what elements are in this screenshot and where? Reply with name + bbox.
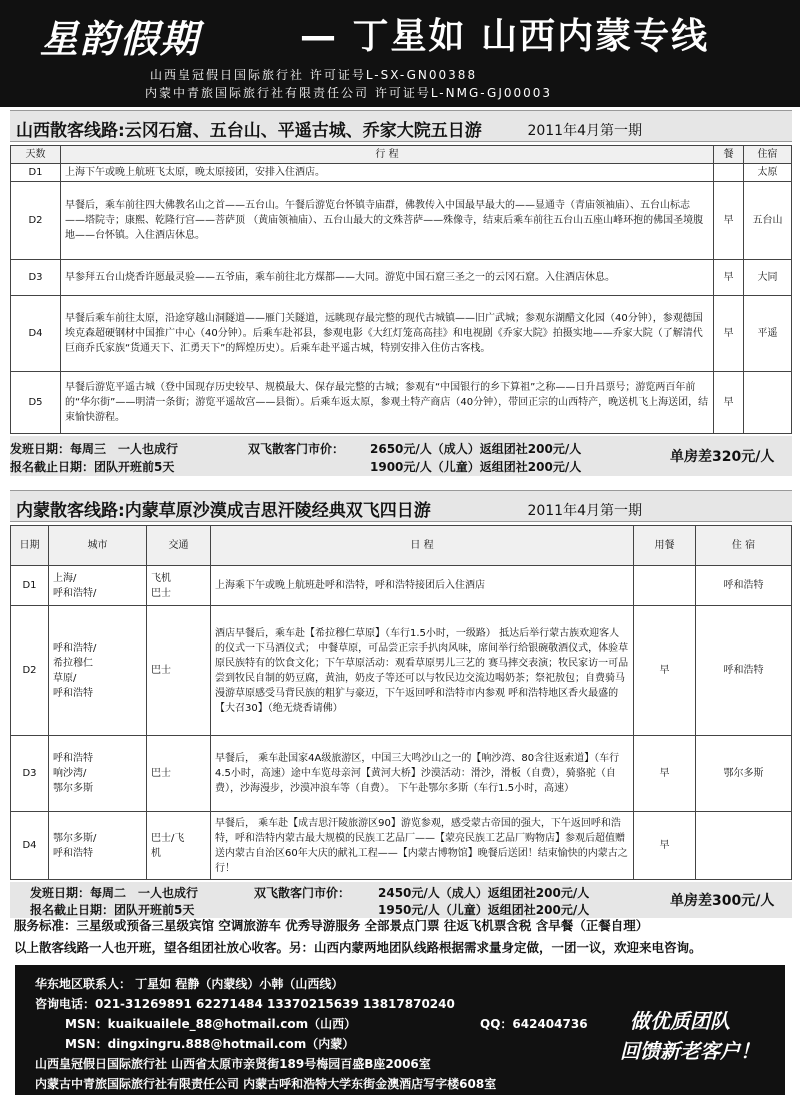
price-label: 双飞散客门市价： <box>254 886 351 900</box>
transport-cell: 巴士 <box>147 606 211 736</box>
route-name: 内蒙散客线路:内蒙草原沙漠成吉思汗陵经典双飞四日游 <box>16 501 431 521</box>
city-cell: 呼和浩特/ 希拉穆仁 草原/ 呼和浩特 <box>49 606 147 736</box>
itinerary-cell: 早参拜五台山烧香许愿最灵验——五爷庙，乘车前往北方煤都——大同。游览中国石窟三圣之一的云冈石窟。入住酒店休息。 <box>61 260 714 296</box>
price-bar <box>10 882 792 918</box>
route-name: 山西散客线路:云冈石窟、五台山、平遥古城、乔家大院五日游 <box>16 121 482 141</box>
contact-box <box>15 965 785 1095</box>
itinerary-cell: 早餐后乘车前往太原，沿途穿越山洞隧道——雁门关隧道，远眺现存最完整的现代古城镇——旧广武城；参观东湖醋文化园（40分钟），参观德国埃克森超硬钢材中国推广中心（40分钟）。后乘车赴祁县，参观电影《大红灯笼高高挂》和电视剧《乔家大院》拍摄实地——乔家大院（了解清代巨商乔氏家族“货通天下、汇勇天下”的辉煌历史）。后乘车赴平遥古城，特别安排入住仿古客栈。 <box>61 296 714 372</box>
table-row <box>11 164 792 182</box>
hotel-cell: 鄂尔多斯 <box>696 736 792 812</box>
meal-cell: 早 <box>634 812 696 880</box>
departure-info: 发班日期：每周二 一人也成行 <box>30 886 199 900</box>
header-banner <box>0 0 800 107</box>
itinerary-cell: 早餐后，乘车前往四大佛教名山之首——五台山。午餐后游览台怀镇寺庙群，佛教传入中国最早最大的——显通寺（青庙领袖庙）、五台山标志——塔院寺；康熙、乾隆行宫——菩萨顶 （黄庙领袖庙）、五台山最大的文殊菩萨——殊像寺，结束后乘车前往五台山五座山峰环抱的佛国圣境腹地——台怀镇。入住酒店休息。 <box>61 182 714 260</box>
itinerary-cell: 早餐后游览平遥古城（登中国现存历史较早、规模最大、保存最完整的古城；参观有“中国银行的乡下算祖”之称——日升昌票号；游览两百年前的“华尔街”——明清一条街；游览平遥故宫——县衙）。后乘车返太原，参观土特产商店（40分钟），带回正宗的山西特产，晚送机飞上海送团，结束愉快游程。 <box>61 372 714 434</box>
hotel-cell <box>696 812 792 880</box>
city-cell: 鄂尔多斯/ 呼和浩特 <box>49 812 147 880</box>
deadline-info: 报名截止日期：团队开班前5天 <box>30 903 195 917</box>
col-header: 用餐 <box>634 526 696 566</box>
day-cell: D5 <box>11 372 61 434</box>
itinerary-cell: 早餐后， 乘车赴【成吉思汗陵旅游区90】游览参观，感受蒙古帝国的强大，下午返回呼和浩特，呼和浩特内蒙古最大规模的民族工艺品厂——【蒙亮民族工艺品厂购物店】参观后超值赠送内蒙古自治区60年大庆的献礼工程——【内蒙古博物馆】晚餐后送团！结束愉快的内蒙古之行！ <box>211 812 634 880</box>
departure-info: 发班日期：每周三 一人也成行 <box>10 442 179 456</box>
table-row <box>11 812 792 880</box>
transport-cell: 巴士 <box>147 736 211 812</box>
day-cell: D3 <box>11 736 49 812</box>
meal-cell <box>634 566 696 606</box>
address-shanxi: 山西皇冠假日国际旅行社 山西省太原市亲贤街189号梅园百盛B座2006室 <box>35 1057 431 1071</box>
meal-cell: 早 <box>634 606 696 736</box>
notice: 以上散客线路一人也开班，望各组团社放心收客。另：山西内蒙两地团队线路根据需求量身定做，一团一议，欢迎来电咨询。 <box>14 940 702 955</box>
day-cell: D2 <box>11 606 49 736</box>
qq-number: QQ：642404736 <box>480 1017 588 1031</box>
col-header: 天数 <box>11 146 61 164</box>
issue-date: 2011年4月第一期 <box>527 123 642 139</box>
single-room-supplement: 单房差300元/人 <box>670 893 775 909</box>
table-row <box>11 182 792 260</box>
transport-cell: 飞机 巴士 <box>147 566 211 606</box>
day-cell: D1 <box>11 164 61 182</box>
slogan-line2: 回馈新老客户！ <box>620 1039 760 1063</box>
itinerary-cell: 早餐后， 乘车赴国家4A级旅游区，中国三大鸣沙山之一的【响沙湾、80含往返索道】（车行4.5小时，高速）途中车览母亲河【黄河大桥】沙漠活动：滑沙，滑板（自费），骑骆驼（自费），沙海漫步，沙漠冲浪车等（自费）。 下午赴鄂尔多斯（车行1.5小时，高速） <box>211 736 634 812</box>
issue-date: 2011年4月第一期 <box>527 503 642 519</box>
route-shanxi <box>10 110 792 476</box>
price-adult: 2450元/人（成人）返组团社200元/人 <box>378 886 590 900</box>
day-cell: D1 <box>11 566 49 606</box>
table-row <box>11 296 792 372</box>
itinerary-cell: 酒店早餐后，乘车赴【希拉穆仁草原】（车行1.5小时，一级路） 抵达后举行蒙古族欢迎客人的仪式一下马酒仪式； 中餐草原，可品尝正宗手扒肉风味，席间举行给银碗敬酒仪式，体验草原民族特有的饮食文化；下午草原活动：观看草原男儿三艺的 赛马摔交表演；牧民家访一可品尝到牧民自制的奶豆腐，黄油，奶皮子等还可以与牧民边交流边喝奶茶；祭祀敖包；自费骑马漫游草原感受马背民族的粗犷与豪迈，下午返回呼和浩特市内参观 呼和浩特地区香火最盛的【大召30】（绝无烧香请佛） <box>211 606 634 736</box>
day-cell: D2 <box>11 182 61 260</box>
meal-cell: 早 <box>714 182 744 260</box>
itinerary-cell: 上海下午或晚上航班飞太原，晚太原接团，安排入住酒店。 <box>61 164 714 182</box>
col-header: 行 程 <box>61 146 714 164</box>
hotel-cell: 平遥 <box>744 296 792 372</box>
msn-shanxi: MSN：kuaikuailele_88@hotmail.com（山西） <box>65 1017 357 1031</box>
contact-people: 华东地区联系人： 丁星如 程静（内蒙线）小韩（山西线） <box>35 977 344 991</box>
hotel-cell: 五台山 <box>744 182 792 260</box>
city-cell: 上海/ 呼和浩特/ <box>49 566 147 606</box>
col-header: 日期 <box>11 526 49 566</box>
hotel-cell: 呼和浩特 <box>696 566 792 606</box>
route-neimeng <box>10 490 792 918</box>
brand-logo: 星韵假期 <box>40 16 201 61</box>
route-title-bar <box>10 490 792 522</box>
meal-cell: 早 <box>714 372 744 434</box>
price-child: 1950元/人（儿童）返组团社200元/人 <box>378 903 590 917</box>
itinerary-cell: 上海乘下午或晚上航班赴呼和浩特，呼和浩特接团后入住酒店 <box>211 566 634 606</box>
hotel-cell: 呼和浩特 <box>696 606 792 736</box>
meal-cell: 早 <box>634 736 696 812</box>
hotel-cell <box>744 372 792 434</box>
col-header: 餐 <box>714 146 744 164</box>
city-cell: 呼和浩特 响沙湾/ 鄂尔多斯 <box>49 736 147 812</box>
price-bar <box>10 436 792 476</box>
col-header: 交通 <box>147 526 211 566</box>
day-cell: D4 <box>11 812 49 880</box>
deadline-info: 报名截止日期：团队开班前5天 <box>10 460 175 474</box>
license-neimeng: 内蒙中青旅国际旅行社有限责任公司 许可证号L-NMG-GJ00003 <box>145 86 553 100</box>
col-header: 日 程 <box>211 526 634 566</box>
col-header: 住 宿 <box>696 526 792 566</box>
price-adult: 2650元/人（成人）返组团社200元/人 <box>370 442 582 456</box>
address-neimeng: 内蒙古中青旅国际旅行社有限责任公司 内蒙古呼和浩特大学东街金澳酒店写字楼608室 <box>35 1077 497 1091</box>
itinerary-table <box>10 145 792 434</box>
price-child: 1900元/人（儿童）返组团社200元/人 <box>370 460 582 474</box>
col-header: 住宿 <box>744 146 792 164</box>
table-row <box>11 566 792 606</box>
license-shanxi: 山西皇冠假日国际旅行社 许可证号L-SX-GN00388 <box>150 68 478 82</box>
table-row <box>11 606 792 736</box>
single-room-supplement: 单房差320元/人 <box>670 449 775 465</box>
route-title-bar <box>10 110 792 142</box>
hotel-cell: 大同 <box>744 260 792 296</box>
table-row <box>11 372 792 434</box>
hotel-cell: 太原 <box>744 164 792 182</box>
meal-cell: 早 <box>714 296 744 372</box>
meal-cell: 早 <box>714 260 744 296</box>
msn-neimeng: MSN：dingxingru.888@hotmail.com（内蒙） <box>65 1037 355 1051</box>
day-cell: D3 <box>11 260 61 296</box>
page-title: — 丁星如 山西内蒙专线 <box>300 16 710 57</box>
itinerary-table <box>10 525 792 880</box>
service-standard: 服务标准：三星级或预备三星级宾馆 空调旅游车 优秀导游服务 全部景点门票 往返飞机票含税 含早餐（正餐自理） <box>14 918 649 933</box>
table-row <box>11 260 792 296</box>
contact-phone: 咨询电话：021-31269891 62271484 13370215639 13817870240 <box>35 997 455 1011</box>
meal-cell <box>714 164 744 182</box>
table-row <box>11 736 792 812</box>
transport-cell: 巴士/飞 机 <box>147 812 211 880</box>
day-cell: D4 <box>11 296 61 372</box>
col-header: 城市 <box>49 526 147 566</box>
slogan-line1: 做优质团队 <box>630 1009 730 1033</box>
price-label: 双飞散客门市价： <box>248 442 345 456</box>
